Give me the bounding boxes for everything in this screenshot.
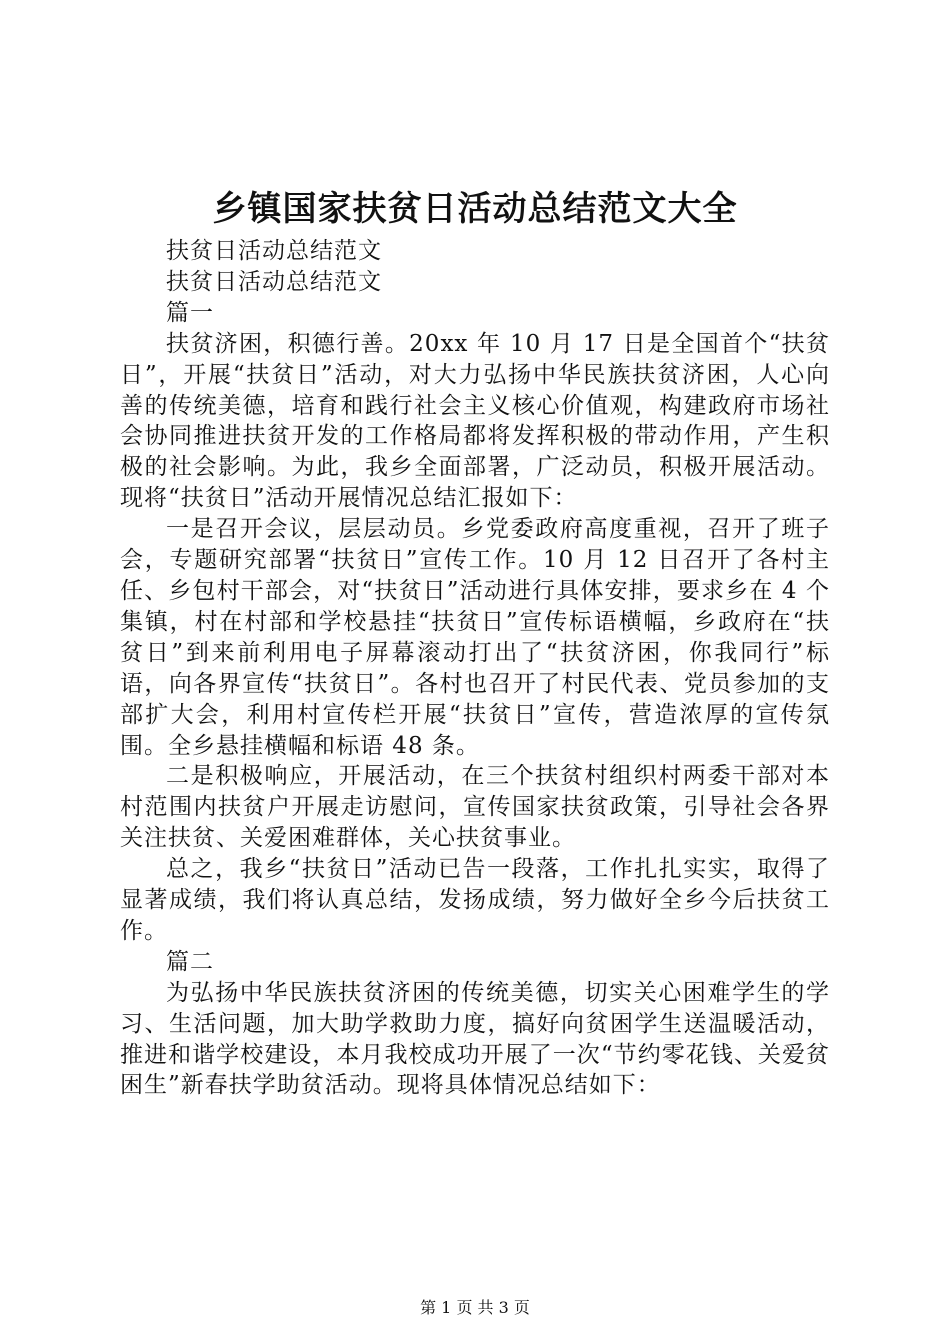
page-footer: 第 1 页 共 3 页 (420, 1298, 530, 1317)
document-body (120, 236, 830, 1101)
section-heading: 篇一 (166, 299, 214, 326)
paragraph: 一是召开会议，层层动员。乡党委政府高度重视，召开了班子会，专题研究部署“扶贫日”宣传工作。10 月 12 日召开了各村主任、乡包村干部会，对“扶贫日”活动进行具体安排，要求乡在 4 个集镇，村在村部和学校悬挂“扶贫日”宣传标语横幅，乡政府在“扶贫日”到来前利用电子屏幕滚动打出了“扶贫济困，你我同行”标语，向各界宣传“扶贫日”。各村也召开了村民代表、党员参加的支部扩大会，利用村宣传栏开展“扶贫日”宣传，营造浓厚的宣传氛围。全乡悬挂横幅和标语 48 条。 (120, 516, 830, 759)
document-title: 乡镇国家扶贫日活动总结范文大全 (212, 189, 738, 229)
paragraph: 为弘扬中华民族扶贫济困的传统美德，切实关心困难学生的学习、生活问题，加大助学救助力度，搞好向贫困学生送温暖活动，推进和谐学校建设，本月我校成功开展了一次“节约零花钱、关爱贫困生”新春扶学助贫活动。现将具体情况总结如下： (120, 979, 830, 1099)
paragraph: 总之，我乡“扶贫日”活动已告一段落，工作扎扎实实，取得了显著成绩，我们将认真总结，发扬成绩，努力做好全乡今后扶贫工作。 (120, 856, 830, 944)
section-heading: 篇二 (166, 948, 214, 975)
paragraph: 扶贫日活动总结范文 (166, 238, 382, 264)
paragraph: 扶贫济困，积德行善。20xx 年 10 月 17 日是全国首个“扶贫日”，开展“扶贫日”活动，对大力弘扬中华民族扶贫济困，人心向善的传统美德，培育和践行社会主义核心价值观，构建政府市场社会协同推进扶贫开发的工作格局都将发挥积极的带动作用，产生积极的社会影响。为此，我乡全面部署，广泛动员，积极开展活动。现将“扶贫日”活动开展情况总结汇报如下： (120, 330, 830, 512)
paragraph: 二是积极响应，开展活动，在三个扶贫村组织村两委干部对本村范围内扶贫户开展走访慰问，宣传国家扶贫政策，引导社会各界关注扶贫、关爱困难群体，关心扶贫事业。 (120, 763, 830, 852)
paragraph: 扶贫日活动总结范文 (166, 268, 382, 295)
